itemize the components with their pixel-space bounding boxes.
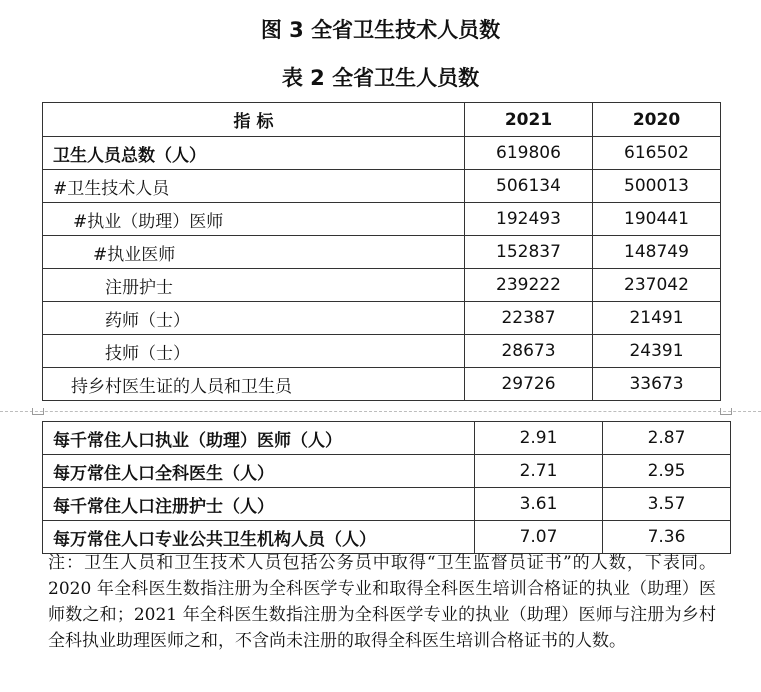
figure-title: 图 3 全省卫生技术人员数 [260, 18, 501, 42]
row-label: #执业医师 [43, 236, 465, 269]
row-label: 卫生人员总数（人） [43, 137, 465, 170]
table-row [43, 236, 721, 269]
row-value-2020: 21491 [593, 302, 721, 335]
row-label: 注册护士 [43, 269, 465, 302]
row-value-2021: 506134 [465, 170, 593, 203]
table-row [43, 269, 721, 302]
row-value-2020: 190441 [593, 203, 721, 236]
row-value-2020: 2.95 [603, 455, 731, 488]
page-corner-mark [720, 408, 732, 415]
row-value-2021: 2.91 [475, 422, 603, 455]
row-label: 每千常住人口执业（助理）医师（人） [43, 422, 475, 455]
row-value-2020: 2.87 [603, 422, 731, 455]
table-row [43, 455, 731, 488]
row-value-2020: 616502 [593, 137, 721, 170]
row-value-2021: 3.61 [475, 488, 603, 521]
table-row [43, 170, 721, 203]
row-label: 持乡村医生证的人员和卫生员 [43, 368, 465, 401]
page-corner-mark [32, 408, 44, 415]
row-label: #卫生技术人员 [43, 170, 465, 203]
row-value-2021: 28673 [465, 335, 593, 368]
footnote-text: 注：卫生人员和卫生技术人员包括公务员中取得“卫生监督员证书”的人数，下表同。2020 年全科医生数指注册为全科医学专业和取得全科医生培训合格证的执业（助理）医师数之和；2021 年全科医生数指注册为全科医学专业的执业（助理）医师与注册为乡村全科执业助理医师之和，不含尚未注册的取得全科医生培训合格证书的人数。 [48, 553, 716, 651]
row-value-2020: 3.57 [603, 488, 731, 521]
row-value-2021: 7.07 [475, 521, 603, 554]
row-value-2021: 619806 [465, 137, 593, 170]
row-label: 每万常住人口全科医生（人） [43, 455, 475, 488]
row-value-2020: 7.36 [603, 521, 731, 554]
row-label: 每千常住人口注册护士（人） [43, 488, 475, 521]
table-row [43, 203, 721, 236]
table-row [43, 488, 731, 521]
row-value-2021: 29726 [465, 368, 593, 401]
row-value-2020: 148749 [593, 236, 721, 269]
table-row [43, 422, 731, 455]
table-row [43, 368, 721, 401]
table-title: 表 2 全省卫生人员数 [281, 66, 480, 90]
row-value-2020: 500013 [593, 170, 721, 203]
personnel-table-top [42, 102, 721, 401]
row-value-2021: 22387 [465, 302, 593, 335]
row-value-2020: 24391 [593, 335, 721, 368]
header-year-2020: 2020 [593, 103, 721, 137]
table-row [43, 521, 731, 554]
table-footnote [48, 550, 716, 654]
row-value-2020: 237042 [593, 269, 721, 302]
page-break-divider [0, 408, 761, 416]
header-year-2021: 2021 [465, 103, 593, 137]
personnel-table-bottom [42, 421, 731, 554]
header-indicator: 指 标 [43, 103, 465, 137]
row-value-2021: 152837 [465, 236, 593, 269]
row-value-2021: 239222 [465, 269, 593, 302]
table-row [43, 137, 721, 170]
row-label: #执业（助理）医师 [43, 203, 465, 236]
table-header-row [43, 103, 721, 137]
row-label: 药师（士） [43, 302, 465, 335]
row-label: 技师（士） [43, 335, 465, 368]
row-value-2020: 33673 [593, 368, 721, 401]
table-row [43, 302, 721, 335]
row-value-2021: 2.71 [475, 455, 603, 488]
row-value-2021: 192493 [465, 203, 593, 236]
table-row [43, 335, 721, 368]
row-label: 每万常住人口专业公共卫生机构人员（人） [43, 521, 475, 554]
page-break-line [0, 411, 761, 412]
